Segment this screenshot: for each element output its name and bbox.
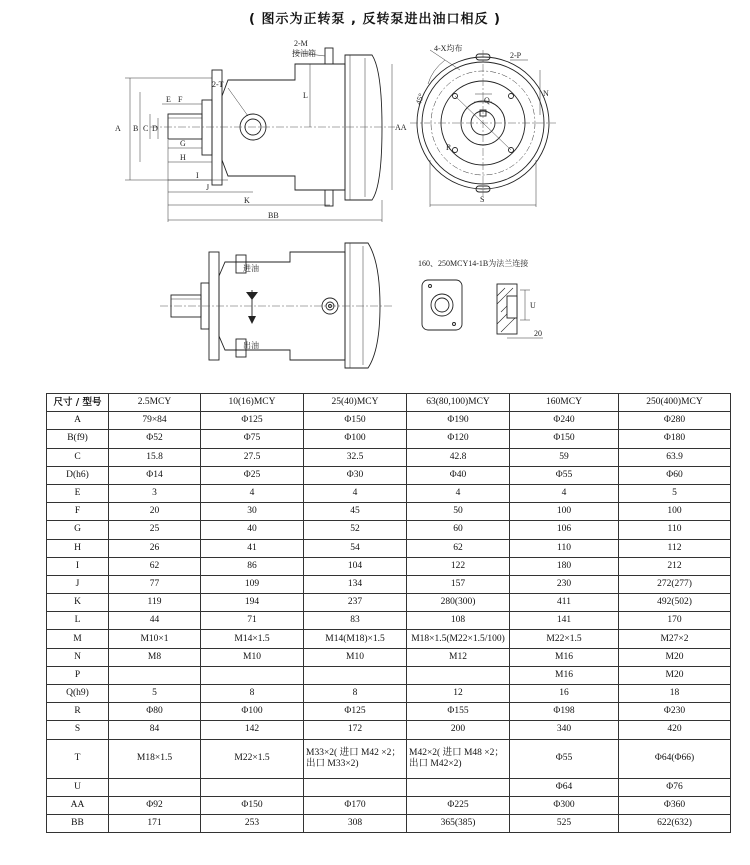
table-cell: Φ240 — [510, 412, 619, 430]
header-model: 10(16)MCY — [201, 394, 304, 412]
header-model: 250(400)MCY — [619, 394, 731, 412]
dim-aa: AA — [395, 123, 407, 132]
table-cell: M20 — [619, 648, 731, 666]
table-cell: 622(632) — [619, 814, 731, 832]
table-cell: Φ52 — [109, 430, 201, 448]
table-row — [47, 466, 731, 484]
table-cell — [304, 666, 407, 684]
table-cell: Φ75 — [201, 430, 304, 448]
table-cell: M16 — [510, 648, 619, 666]
dim-u: U — [530, 301, 536, 310]
dim-j: J — [206, 183, 210, 192]
dim-g: G — [180, 139, 186, 148]
table-cell — [407, 666, 510, 684]
table-cell: 525 — [510, 814, 619, 832]
table-cell: Φ92 — [109, 796, 201, 814]
header-model: 63(80,100)MCY — [407, 394, 510, 412]
table-row — [47, 778, 731, 796]
table-cell: 365(385) — [407, 814, 510, 832]
table-cell: 83 — [304, 612, 407, 630]
table-cell: Φ150 — [304, 412, 407, 430]
table-cell: 18 — [619, 685, 731, 703]
table-cell: 77 — [109, 575, 201, 593]
dim-b: B — [133, 124, 139, 133]
table-cell: M16 — [510, 666, 619, 684]
table-cell: 170 — [619, 612, 731, 630]
table-cell: 42.8 — [407, 448, 510, 466]
table-header-row — [47, 394, 731, 412]
table-cell: 71 — [201, 612, 304, 630]
table-cell: 237 — [304, 594, 407, 612]
row-label: T — [47, 739, 109, 778]
table-cell: M14(M18)×1.5 — [304, 630, 407, 648]
table-cell: 5 — [619, 484, 731, 502]
table-row — [47, 612, 731, 630]
pump-technical-drawing — [0, 0, 750, 390]
table-cell: 3 — [109, 484, 201, 502]
table-cell: 230 — [510, 575, 619, 593]
table-cell: Φ40 — [407, 466, 510, 484]
table-cell: Φ80 — [109, 703, 201, 721]
table-row — [47, 448, 731, 466]
table-cell: 134 — [304, 575, 407, 593]
table-cell — [201, 778, 304, 796]
table-cell: 340 — [510, 721, 619, 739]
row-label: F — [47, 503, 109, 521]
table-row — [47, 721, 731, 739]
table-row — [47, 430, 731, 448]
table-row — [47, 630, 731, 648]
table-row — [47, 666, 731, 684]
table-cell: 109 — [201, 575, 304, 593]
dimension-table — [46, 393, 731, 833]
table-cell — [304, 778, 407, 796]
table-cell: 12 — [407, 685, 510, 703]
flange-note: 160、250MCY14-1B为法兰连接 — [418, 259, 529, 268]
table-cell: 272(277) — [619, 575, 731, 593]
table-cell: M33×2( 进口 M42 ×2；出口 M33×2) — [304, 739, 407, 778]
row-label: U — [47, 778, 109, 796]
table-cell: Φ155 — [407, 703, 510, 721]
row-label: B(f9) — [47, 430, 109, 448]
table-cell: M18×1.5 — [109, 739, 201, 778]
table-cell: 50 — [407, 503, 510, 521]
table-cell: Φ125 — [304, 703, 407, 721]
row-label: J — [47, 575, 109, 593]
xholes-label: 4-X均布 — [434, 44, 463, 53]
table-cell — [109, 778, 201, 796]
row-label: K — [47, 594, 109, 612]
table-cell: Φ55 — [510, 466, 619, 484]
table-cell: 4 — [304, 484, 407, 502]
table-row — [47, 739, 731, 778]
table-cell: 15.8 — [109, 448, 201, 466]
t-label: 2-T — [212, 80, 224, 89]
dim-d: D — [152, 124, 158, 133]
table-cell: 492(502) — [619, 594, 731, 612]
table-cell: 172 — [304, 721, 407, 739]
table-cell: 411 — [510, 594, 619, 612]
side-view — [115, 39, 407, 222]
table-cell: Φ150 — [510, 430, 619, 448]
table-cell: Φ170 — [304, 796, 407, 814]
table-row — [47, 557, 731, 575]
table-cell: 45 — [304, 503, 407, 521]
top-view — [160, 243, 392, 368]
table-cell: 40 — [201, 521, 304, 539]
table-cell: 106 — [510, 521, 619, 539]
header-corner: 尺寸 / 型号 — [47, 394, 109, 412]
table-cell: 62 — [109, 557, 201, 575]
table-cell: 420 — [619, 721, 731, 739]
table-cell: Φ150 — [201, 796, 304, 814]
table-row — [47, 703, 731, 721]
table-cell: 79×84 — [109, 412, 201, 430]
dim-l: L — [303, 91, 308, 100]
table-cell: Φ120 — [407, 430, 510, 448]
dim-h: H — [180, 153, 186, 162]
table-cell: Φ76 — [619, 778, 731, 796]
table-cell: M10 — [304, 648, 407, 666]
row-label: H — [47, 539, 109, 557]
row-label: P — [47, 666, 109, 684]
header-model: 25(40)MCY — [304, 394, 407, 412]
table-cell: Φ280 — [619, 412, 731, 430]
table-cell: Φ230 — [619, 703, 731, 721]
table-cell: 110 — [510, 539, 619, 557]
table-cell: 308 — [304, 814, 407, 832]
table-cell: 86 — [201, 557, 304, 575]
table-cell: 52 — [304, 521, 407, 539]
row-label: BB — [47, 814, 109, 832]
table-cell: 26 — [109, 539, 201, 557]
table-cell: 171 — [109, 814, 201, 832]
table-cell: 25 — [109, 521, 201, 539]
angle-label: 45° — [413, 92, 427, 106]
table-cell: 41 — [201, 539, 304, 557]
table-cell: Φ180 — [619, 430, 731, 448]
table-cell: Φ125 — [201, 412, 304, 430]
table-cell: M20 — [619, 666, 731, 684]
table-cell: Φ100 — [201, 703, 304, 721]
table-cell: 16 — [510, 685, 619, 703]
table-cell: 141 — [510, 612, 619, 630]
table-cell: Φ64(Φ66) — [619, 739, 731, 778]
header-model: 2.5MCY — [109, 394, 201, 412]
row-label: G — [47, 521, 109, 539]
table-cell: 20 — [109, 503, 201, 521]
dim-20: 20 — [534, 329, 542, 338]
table-cell: 32.5 — [304, 448, 407, 466]
table-cell — [407, 778, 510, 796]
dim-s: S — [480, 195, 485, 204]
table-row — [47, 594, 731, 612]
m-label: 2-M — [294, 39, 308, 48]
table-row — [47, 814, 731, 832]
page-title: ( 图示为正转泵 , 反转泵进出油口相反 ) — [249, 12, 501, 27]
dim-i: I — [196, 171, 199, 180]
front-view — [410, 43, 556, 207]
p-label: 2-P — [510, 51, 522, 60]
row-label: N — [47, 648, 109, 666]
table-cell: 8 — [201, 685, 304, 703]
row-label: M — [47, 630, 109, 648]
table-cell: 5 — [109, 685, 201, 703]
table-row — [47, 685, 731, 703]
table-row — [47, 648, 731, 666]
table-cell: Φ225 — [407, 796, 510, 814]
out-label: 出油 — [243, 341, 259, 350]
table-cell: 60 — [407, 521, 510, 539]
table-cell: M42×2( 进口 M48 ×2；出口 M42×2) — [407, 739, 510, 778]
dim-q: Q — [484, 96, 490, 105]
table-cell: Φ55 — [510, 739, 619, 778]
m-note: 接油箱 — [292, 49, 316, 58]
header-model: 160MCY — [510, 394, 619, 412]
dim-e: E — [166, 95, 171, 104]
dim-n: N — [543, 89, 549, 98]
table-row — [47, 521, 731, 539]
table-cell: 54 — [304, 539, 407, 557]
table-cell: 122 — [407, 557, 510, 575]
table-cell: Φ64 — [510, 778, 619, 796]
row-label: E — [47, 484, 109, 502]
dim-r: R — [446, 143, 452, 152]
table-cell: Φ100 — [304, 430, 407, 448]
table-cell: 4 — [201, 484, 304, 502]
table-cell: 157 — [407, 575, 510, 593]
table-cell: 59 — [510, 448, 619, 466]
table-cell: 104 — [304, 557, 407, 575]
table-cell: 180 — [510, 557, 619, 575]
row-label: C — [47, 448, 109, 466]
table-cell — [201, 666, 304, 684]
table-cell: 119 — [109, 594, 201, 612]
table-cell: M10×1 — [109, 630, 201, 648]
table-body — [47, 412, 731, 833]
table-cell: 63.9 — [619, 448, 731, 466]
table-cell: M10 — [201, 648, 304, 666]
table-cell: M22×1.5 — [201, 739, 304, 778]
table-cell: 108 — [407, 612, 510, 630]
dim-k: K — [244, 196, 250, 205]
table-cell: 212 — [619, 557, 731, 575]
table-cell: 100 — [510, 503, 619, 521]
flange-detail — [418, 258, 543, 338]
table-row — [47, 539, 731, 557]
row-label: R — [47, 703, 109, 721]
table-cell: 4 — [407, 484, 510, 502]
table-cell: 200 — [407, 721, 510, 739]
table-cell: M14×1.5 — [201, 630, 304, 648]
table-cell: 30 — [201, 503, 304, 521]
table-cell: 253 — [201, 814, 304, 832]
table-cell: 4 — [510, 484, 619, 502]
row-label: A — [47, 412, 109, 430]
table-row — [47, 503, 731, 521]
table-cell: Φ360 — [619, 796, 731, 814]
table-cell: 44 — [109, 612, 201, 630]
table-cell: M18×1.5(M22×1.5/100) — [407, 630, 510, 648]
table-cell: 110 — [619, 521, 731, 539]
table-row — [47, 484, 731, 502]
table-cell: 280(300) — [407, 594, 510, 612]
table-cell: 8 — [304, 685, 407, 703]
table-cell: M22×1.5 — [510, 630, 619, 648]
dim-a: A — [115, 124, 121, 133]
table-cell: Φ60 — [619, 466, 731, 484]
table-cell: 112 — [619, 539, 731, 557]
table-row — [47, 796, 731, 814]
dim-bb: BB — [268, 211, 279, 220]
table-cell — [109, 666, 201, 684]
table-cell: M27×2 — [619, 630, 731, 648]
table-cell: Φ198 — [510, 703, 619, 721]
table-cell: 100 — [619, 503, 731, 521]
table-cell: Φ14 — [109, 466, 201, 484]
table-cell: Φ300 — [510, 796, 619, 814]
dim-f: F — [178, 95, 183, 104]
table-cell: M8 — [109, 648, 201, 666]
table-cell: Φ30 — [304, 466, 407, 484]
table-cell: Φ190 — [407, 412, 510, 430]
row-label: L — [47, 612, 109, 630]
row-label: I — [47, 557, 109, 575]
table-cell: 194 — [201, 594, 304, 612]
table-cell: 84 — [109, 721, 201, 739]
row-label: AA — [47, 796, 109, 814]
row-label: Q(h9) — [47, 685, 109, 703]
table-cell: Φ25 — [201, 466, 304, 484]
in-label: 进油 — [243, 264, 259, 273]
table-row — [47, 575, 731, 593]
table-row — [47, 412, 731, 430]
table-cell: 142 — [201, 721, 304, 739]
row-label: S — [47, 721, 109, 739]
row-label: D(h6) — [47, 466, 109, 484]
table-cell: 27.5 — [201, 448, 304, 466]
table-cell: 62 — [407, 539, 510, 557]
dim-c: C — [143, 124, 149, 133]
table-cell: M12 — [407, 648, 510, 666]
